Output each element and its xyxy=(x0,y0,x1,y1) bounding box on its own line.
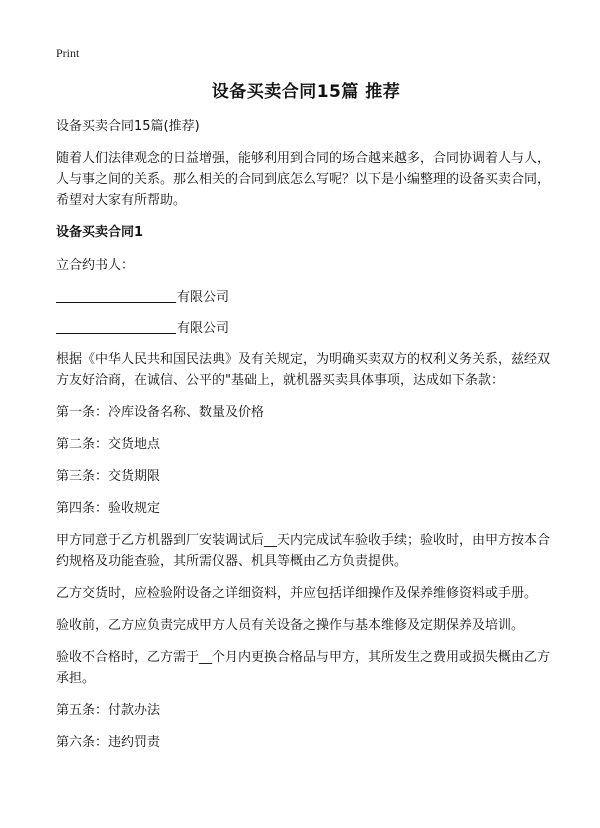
party-line-1 xyxy=(56,287,556,308)
document-subtitle: 设备买卖合同15篇(推荐) xyxy=(56,119,200,134)
party-suffix: 有限公司 xyxy=(177,290,230,305)
article-4: 第四条：验收规定 xyxy=(56,501,161,516)
article-5: 第五条：付款办法 xyxy=(56,703,161,718)
signatories-label: 立合约书人： xyxy=(56,258,135,273)
article-1: 第一条：冷库设备名称、数量及价格 xyxy=(56,405,265,420)
intro-paragraph: 随着人们法律观念的日益增强，能够利用到合同的场合越来越多，合同协调着人与人，人与事之间的关系。那么相关的合同到底怎么写呢？以下是小编整理的设备买卖合同，希望对大家有所帮助。 xyxy=(56,151,551,208)
blank-underline xyxy=(56,288,176,303)
section-heading: 设备买卖合同1 xyxy=(56,225,144,240)
article-2: 第二条：交货地点 xyxy=(56,437,161,452)
acceptance-clause-4: 验收不合格时，乙方需于__个月内更换合格品与甲方，其所发生之费用或损失概由乙方承担。 xyxy=(56,650,551,686)
basis-paragraph: 根据《中华人民共和国民法典》及有关规定，为明确买卖双方的权利义务关系，兹经双方友好洽商，在诚信、公平的"基础上，就机器买卖具体事项，达成如下条款： xyxy=(56,352,551,388)
party-suffix: 有限公司 xyxy=(177,321,230,336)
party-line-2 xyxy=(56,318,556,339)
acceptance-clause-2: 乙方交货时，应检验附设备之详细资料，并应包括详细操作及保养维修资料或手册。 xyxy=(56,586,538,601)
document-title: 设备买卖合同15篇 推荐 xyxy=(211,82,401,102)
acceptance-clause-1: 甲方同意于乙方机器到厂安装调试后__天内完成试车验收手续；验收时，由甲方按本合约规格及功能查验，其所需仪器、机具等概由乙方负责提供。 xyxy=(56,533,551,569)
acceptance-clause-3: 验收前，乙方应负责完成甲方人员有关设备之操作与基本维修及定期保养及培训。 xyxy=(56,618,525,633)
print-label: Print xyxy=(56,46,80,60)
document-body xyxy=(56,80,556,764)
article-3: 第三条：交货期限 xyxy=(56,469,161,484)
blank-underline xyxy=(56,319,176,334)
article-6: 第六条：违约罚责 xyxy=(56,735,161,750)
